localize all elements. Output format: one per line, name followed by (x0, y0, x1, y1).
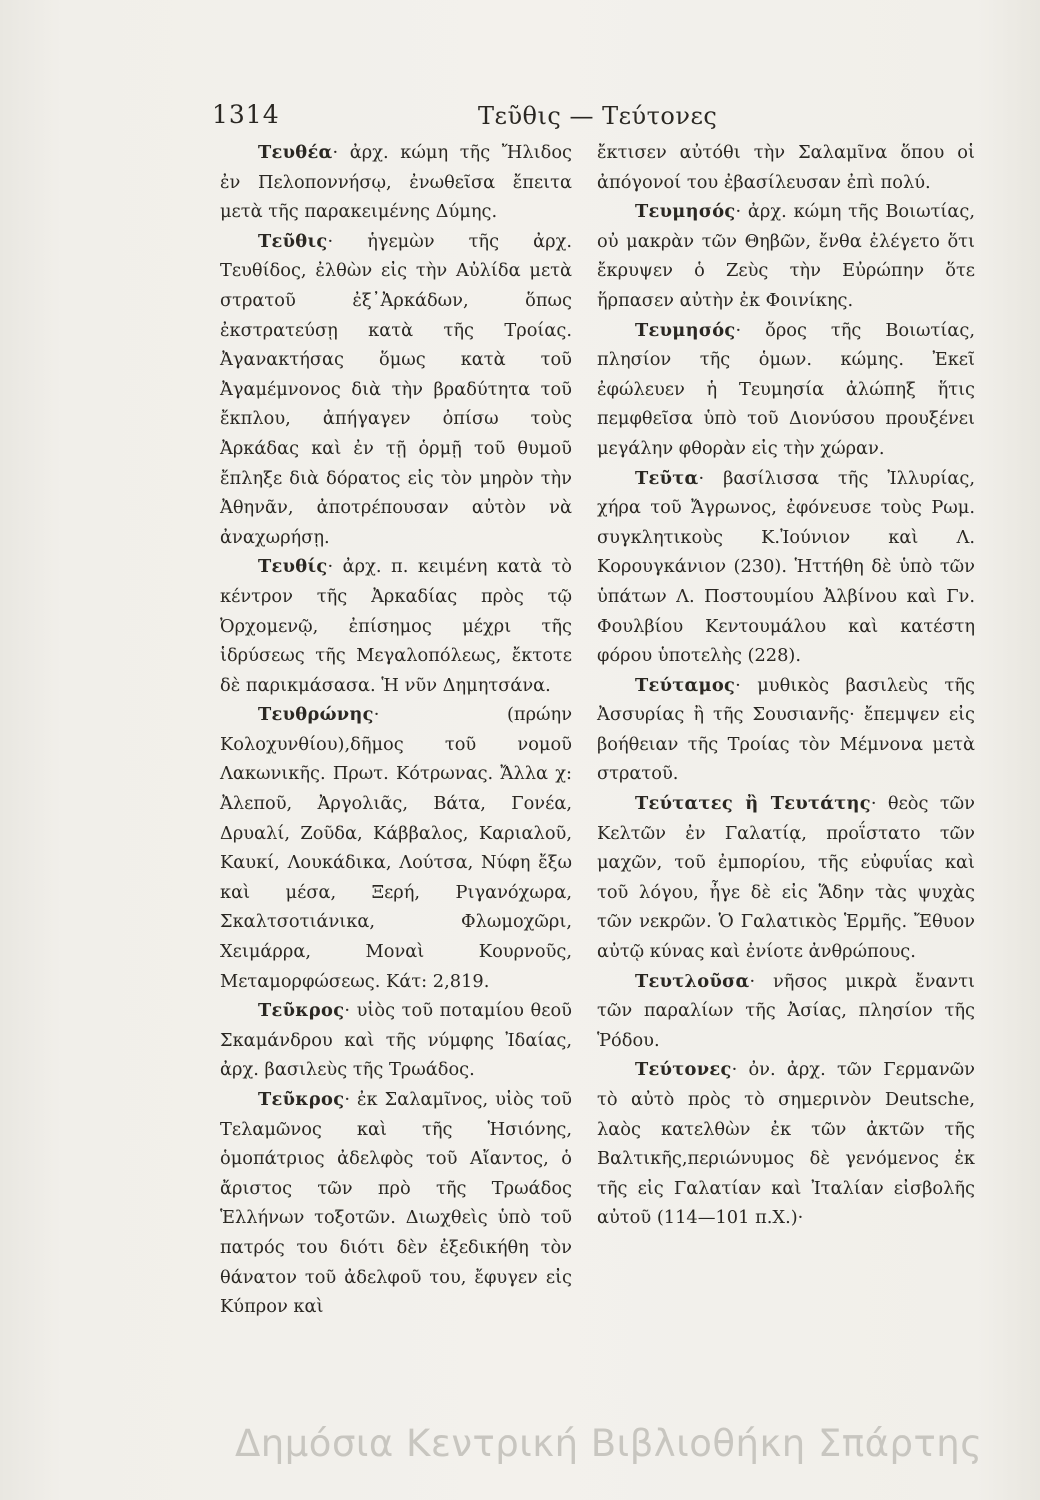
entry-text: ἔκτισεν αὐτόθι τὴν Σαλαμῖνα ὅπου οἱ ἀπόγονοί του ἐβασίλευσαν ἐπὶ πολύ. (597, 142, 975, 193)
entry-text: · (πρώην Κολοχυνθίου),δῆμος τοῦ νομοῦ Λακωνικῆς. Πρωτ. Κότρωνας. Ἄλλα χ: Ἀλεποῦ, Ἀργολιᾶς, Βάτα, Γονέα, Δρυαλί, Ζοῦδα, Κάββαλος, Καριαλοῦ, Καυκί, Λουκάδικα, Λούτσα, Νύφη ἔξω καὶ μέσα, Ξερή, Ριγανόχωρα, Σκαλτσοτιάνικα, Φλωμοχῶρι, Χειμάρρα, Μοναὶ Κουρνοῦς, Μεταμορφώσεως. Κάτ: 2,819. (220, 704, 572, 992)
entry-headword: Τεύταμος (635, 674, 736, 696)
entry (220, 138, 572, 227)
entry-text: · ἀρχ. κώμη τῆς Βοιωτίας, οὐ μακρὰν τῶν Θηβῶν, ἔνθα ἐλέγετο ὅτι ἔκρυψεν ὁ Ζεὺς τὴν Εὐρώπην ὅτε ἥρπασεν αὐτὴν ἐκ Φοινίκης. (597, 201, 975, 311)
entry (597, 967, 975, 1056)
entry-text: · ἀρχ. κώμη τῆς Ἤλιδος ἐν Πελοποννήσῳ, ἐνωθεῖσα ἔπειτα μετὰ τῆς παρακειμένης Δύμης. (220, 142, 572, 223)
entry-text: · ὀν. ἀρχ. τῶν Γερμανῶν τὸ αὐτὸ πρὸς τὸ σημερινὸν Deutsche, λαὸς κατελθὼν ἐκ τῶν ἀκτῶν τῆς Βαλτικῆς,περιώνυμος δὲ γενόμενος ἐκ τῆς εἰς Γαλατίαν καὶ Ἰταλίαν εἰσβολῆς αὐτοῦ (114—101 π.Χ.)· (597, 1059, 975, 1229)
entry-text: · υἱὸς τοῦ ποταμίου θεοῦ Σκαμάνδρου καὶ τῆς νύμφης Ἰδαίας, ἀρχ. βασιλεὺς τῆς Τρωάδος. (220, 1000, 572, 1081)
right-column (597, 138, 975, 1233)
entry-headword: Τευμησός (635, 201, 736, 223)
entry-headword: Τευμησός (635, 319, 736, 341)
entry-text: · ἀρχ. π. κειμένη κατὰ τὸ κέντρον τῆς Ἀρκαδίας πρὸς τῷ Ὀρχομενῷ, ἐπίσημος μέχρι τῆς ἱδρύσεως τῆς Μεγαλοπόλεως, ἔκτοτε δὲ παρικμάσασα. Ἡ νῦν Δημητσάνα. (220, 556, 572, 696)
entry-headword: Τευτλοῦσα (635, 970, 750, 992)
entry-text: · θεὸς τῶν Κελτῶν ἐν Γαλατίᾳ, προΐστατο τῶν μαχῶν, τοῦ ἐμπορίου, τῆς εὐφυΐας καὶ τοῦ λόγου, ἦγε δὲ εἰς Ἅδην τὰς ψυχὰς τῶν νεκρῶν. Ὁ Γαλατικὸς Ἑρμῆς. Ἔθυον αὐτῷ κύνας καὶ ἐνίοτε ἀνθρώπους. (597, 793, 975, 963)
entry (220, 227, 572, 553)
entry-text: · βασίλισσα τῆς Ἰλλυρίας, χήρα τοῦ Ἄγρωνος, ἐφόνευσε τοὺς Ρωμ. συγκλητικοὺς Κ.Ἰούνιον καὶ Λ. Κορουγκάνιον (230). Ἡττήθη δὲ ὑπὸ τῶν ὑπάτων Λ. Ποστουμίου Ἀλβίνου καὶ Γν. Φουλβίου Κεντουμάλου καὶ κατέστη φόρου ὑποτελὴς (228). (597, 467, 975, 667)
entry (597, 197, 975, 315)
entry (597, 1055, 975, 1233)
entry-headword: Τεύτατες ἢ Τευτάτης (635, 793, 871, 815)
entry (220, 996, 572, 1085)
entry-headword: Τεῦτα (635, 467, 699, 489)
page-number: 1314 (212, 100, 280, 129)
entry (597, 671, 975, 789)
entry-text: · νῆσος μικρὰ ἔναντι τῶν παραλίων τῆς Ἀσίας, πλησίον τῆς Ῥόδου. (597, 970, 975, 1051)
entry-headword: Τεῦθις (258, 230, 328, 252)
entry-continuation (597, 138, 975, 197)
left-column (220, 138, 572, 1322)
entry-text: · ὄρος τῆς Βοιωτίας, πλησίον τῆς ὁμων. κώμης. Ἐκεῖ ἐφώλευεν ἡ Τευμησία ἀλώπηξ ἥτις πεμφθεῖσα ὑπὸ τοῦ Διονύσου προυξένει μεγάλην φθορὰν εἰς τὴν χώραν. (597, 319, 975, 459)
entry-text: · μυθικὸς βασιλεὺς τῆς Ἀσσυρίας ἢ τῆς Σουσιανῆς· ἔπεμψεν εἰς βοήθειαν τῆς Τροίας τὸν Μέμνονα μετὰ στρατοῦ. (597, 674, 975, 785)
entry-headword: Τεῦκρος (258, 1000, 345, 1022)
entry (220, 552, 572, 700)
entry-headword: Τευθέα (258, 142, 333, 163)
entry (220, 1085, 572, 1322)
entry-headword: Τευθρώνης (258, 704, 374, 726)
entry-text: · ἐκ Σαλαμῖνος, υἱὸς τοῦ Τελαμῶνος καὶ τῆς Ἡσιόνης, ὁμοπάτριος ἀδελφὸς τοῦ Αἴαντος, ὁ ἄριστος τῶν πρὸ τῆς Τρωάδος Ἑλλήνων τοξοτῶν. Διωχθεὶς ὑπὸ τοῦ πατρός του διότι δὲν ἐξεδικήθη τὸν θάνατον τοῦ ἀδελφοῦ του, ἔφυγεν εἰς Κύπρον καὶ (220, 1089, 572, 1318)
entry (597, 789, 975, 967)
entry-headword: Τεύτονες (635, 1059, 732, 1081)
entry (220, 700, 572, 996)
entry-text: · ἡγεμὼν τῆς ἀρχ. Τευθίδος, ἐλθὼν εἰς τὴν Αὐλίδα μετὰ στρατοῦ ἐξ᾽Ἀρκάδων, ὅπως ἐκστρατεύσῃ κατὰ τῆς Τροίας. Ἀγανακτήσας ὅμως κατὰ τοῦ Ἀγαμέμνονος διὰ τὴν βραδύτητα τοῦ ἔκπλου, ἀπήγαγεν ὀπίσω τοὺς Ἀρκάδας καὶ ἐν τῇ ὁρμῇ τοῦ θυμοῦ ἔπληξε διὰ δόρατος εἰς τὸν μηρὸν τὴν Ἀθηνᾶν, ἀποτρέπουσαν αὐτὸν νὰ ἀναχωρήσῃ. (220, 230, 572, 548)
library-watermark: Δημόσια Κεντρική Βιβλιοθήκη Σπάρτης (235, 1422, 983, 1465)
entry (597, 464, 975, 671)
entry (597, 316, 975, 464)
running-head: Τεῦθις — Τεύτονες (478, 102, 718, 130)
entry-headword: Τεῦκρος (258, 1089, 345, 1110)
entry-headword: Τευθίς (258, 556, 328, 578)
